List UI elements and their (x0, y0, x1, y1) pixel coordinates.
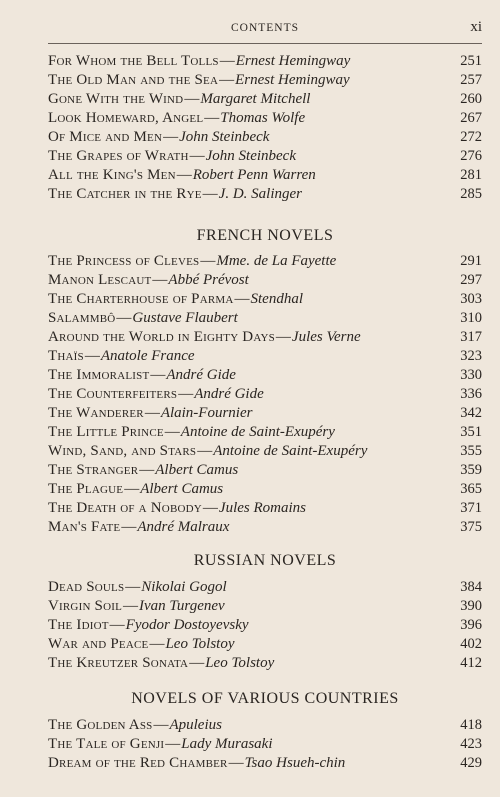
section-heading-various: NOVELS OF VARIOUS COUNTRIES (131, 690, 399, 707)
entry-page-number: 323 (460, 348, 482, 364)
toc-entry (48, 309, 482, 328)
entry-title: Dream of the Red Chamber (48, 755, 228, 771)
entry-title: Man's Fate (48, 519, 121, 535)
entry-text (48, 754, 345, 773)
entry-author: Leo Tolstoy (165, 636, 235, 652)
entry-dash: — (84, 348, 100, 364)
entry-dash: — (234, 291, 250, 307)
entry-title: The Old Man and the Sea (48, 72, 219, 88)
entry-title: Of Mice and Men (48, 129, 163, 145)
toc-entry (48, 404, 482, 423)
toc-entry (48, 271, 482, 290)
entry-author: Albert Camus (155, 462, 239, 478)
entry-dash: — (109, 617, 125, 633)
page-header (48, 19, 482, 40)
entry-text (48, 109, 305, 128)
entry-page-number: 429 (460, 755, 482, 771)
entry-page-number: 355 (460, 443, 482, 459)
entry-dash: — (202, 500, 218, 516)
toc-entry (48, 71, 482, 90)
entry-title: Gone With the Wind (48, 91, 184, 107)
toc-entry (48, 128, 482, 147)
entry-dash: — (116, 310, 132, 326)
toc-entry (48, 147, 482, 166)
running-title: CONTENTS (230, 22, 300, 34)
entry-title: The Catcher in the Rye (48, 186, 202, 202)
entry-page-number: 257 (460, 72, 482, 88)
entry-dash: — (149, 636, 165, 652)
entry-dash: — (202, 186, 218, 202)
entry-author: Alain-Fournier (160, 405, 253, 421)
toc-entry (48, 754, 482, 773)
entry-author: Apuleius (169, 717, 222, 733)
entry-dash: — (150, 367, 166, 383)
entry-author: Antoine de Saint-Exupéry (180, 424, 335, 440)
entry-title: The Wanderer (48, 405, 144, 421)
entry-page-number: 375 (460, 519, 482, 535)
entry-title: The Little Prince (48, 424, 164, 440)
entry-author: André Gide (166, 367, 236, 383)
entry-page-number: 359 (460, 462, 482, 478)
entry-text (48, 654, 274, 673)
entry-text (48, 290, 303, 309)
entry-dash: — (153, 717, 169, 733)
entry-page-number: 365 (460, 481, 482, 497)
toc-entry (48, 347, 482, 366)
french-novels-list (48, 252, 482, 537)
entry-page-number: 297 (460, 272, 482, 288)
entry-title: Salammbô (48, 310, 116, 326)
entry-title: The Kreutzer Sonata (48, 655, 189, 671)
page-number: xi (470, 19, 482, 35)
entry-author: Ivan Turgenev (139, 598, 225, 614)
entry-page-number: 336 (460, 386, 482, 402)
entry-author: Stendhal (250, 291, 303, 307)
entry-title: Thaïs (48, 348, 84, 364)
toc-entry (48, 52, 482, 71)
entry-title: Virgin Soil (48, 598, 123, 614)
toc-entry (48, 716, 482, 735)
entry-page-number: 251 (460, 53, 482, 69)
entry-author: Tsao Hsueh-chin (244, 755, 346, 771)
entry-dash: — (189, 655, 205, 671)
entry-author: Antoine de Saint-Exupéry (213, 443, 368, 459)
entry-text (48, 71, 350, 90)
toc-entry (48, 385, 482, 404)
entry-title: The Idiot (48, 617, 109, 633)
entry-dash: — (197, 443, 213, 459)
entry-page-number: 390 (460, 598, 482, 614)
entry-text (48, 461, 238, 480)
entry-title: Wind, Sand, and Stars (48, 443, 197, 459)
toc-entry (48, 480, 482, 499)
entry-dash: — (124, 481, 140, 497)
toc-entry (48, 635, 482, 654)
toc-entry (48, 252, 482, 271)
entry-page-number: 272 (460, 129, 482, 145)
entry-author: Albert Camus (140, 481, 224, 497)
entry-page-number: 285 (460, 186, 482, 202)
entry-text (48, 578, 227, 597)
entry-title: The Charterhouse of Parma (48, 291, 234, 307)
toc-entry (48, 185, 482, 204)
entry-author: John Steinbeck (205, 148, 296, 164)
entry-author: Lady Murasaki (181, 736, 273, 752)
toc-entry (48, 518, 482, 537)
entry-dash: — (275, 329, 291, 345)
toc-entry (48, 109, 482, 128)
entry-page-number: 402 (460, 636, 482, 652)
entry-page-number: 291 (460, 253, 482, 269)
entry-dash: — (219, 72, 235, 88)
toc-entry (48, 423, 482, 442)
entry-author: Mme. de La Fayette (216, 253, 337, 269)
entry-title: The Counterfeiters (48, 386, 178, 402)
entry-dash: — (121, 519, 137, 535)
entry-page-number: 396 (460, 617, 482, 633)
entry-text (48, 52, 350, 71)
entry-title: War and Peace (48, 636, 149, 652)
entry-title: The Immoralist (48, 367, 150, 383)
section-heading-russian: RUSSIAN NOVELS (193, 552, 337, 569)
entry-text (48, 166, 316, 185)
toc-entry (48, 366, 482, 385)
various-novels-list (48, 716, 482, 773)
entry-author: André Gide (194, 386, 264, 402)
entry-author: André Malraux (137, 519, 230, 535)
entry-author: Ernest Hemingway (235, 72, 350, 88)
entry-text (48, 271, 249, 290)
entry-title: Manon Lescaut (48, 272, 152, 288)
entry-page-number: 371 (460, 500, 482, 516)
entry-dash: — (184, 91, 200, 107)
toc-entry (48, 597, 482, 616)
entry-author: Robert Penn Warren (192, 167, 316, 183)
entry-author: Thomas Wolfe (220, 110, 306, 126)
entry-text (48, 716, 222, 735)
toc-entry (48, 654, 482, 673)
entry-author: Ernest Hemingway (235, 53, 351, 69)
entry-text (48, 404, 252, 423)
toc-entry (48, 616, 482, 635)
entry-text (48, 597, 225, 616)
toc-entry (48, 166, 482, 185)
entry-page-number: 303 (460, 291, 482, 307)
entry-page-number: 418 (460, 717, 482, 733)
entry-text (48, 347, 195, 366)
entry-author: John Steinbeck (179, 129, 270, 145)
entry-page-number: 281 (460, 167, 482, 183)
entry-title: Look Homeward, Angel (48, 110, 204, 126)
entry-title: Around the World in Eighty Days (48, 329, 275, 345)
american-novels-list (48, 52, 482, 204)
entry-text (48, 423, 335, 442)
entry-dash: — (228, 755, 244, 771)
entry-dash: — (200, 253, 216, 269)
entry-author: Margaret Mitchell (200, 91, 311, 107)
entry-page-number: 384 (460, 579, 482, 595)
entry-text (48, 635, 234, 654)
entry-title: The Princess of Cleves (48, 253, 200, 269)
toc-entry (48, 442, 482, 461)
entry-page-number: 351 (460, 424, 482, 440)
entry-title: The Plague (48, 481, 124, 497)
header-rule (48, 43, 482, 44)
entry-page-number: 276 (460, 148, 482, 164)
entry-title: The Grapes of Wrath (48, 148, 189, 164)
entry-dash: — (176, 167, 192, 183)
entry-dash: — (125, 579, 141, 595)
entry-text (48, 328, 361, 347)
entry-author: Fyodor Dostoyevsky (125, 617, 249, 633)
entry-author: Abbé Prévost (168, 272, 249, 288)
entry-text (48, 442, 367, 461)
toc-entry (48, 328, 482, 347)
toc-entry (48, 499, 482, 518)
toc-entry (48, 461, 482, 480)
entry-dash: — (123, 598, 139, 614)
entry-dash: — (204, 110, 220, 126)
entry-author: Jules Verne (291, 329, 361, 345)
entry-text (48, 90, 310, 109)
entry-text (48, 185, 302, 204)
russian-novels-list (48, 578, 482, 673)
entry-text (48, 147, 296, 166)
toc-entry (48, 735, 482, 754)
entry-text (48, 735, 273, 754)
entry-author: Nikolai Gogol (141, 579, 227, 595)
entry-dash: — (152, 272, 168, 288)
entry-author: Jules Romains (218, 500, 306, 516)
entry-text (48, 499, 306, 518)
entry-title: Dead Souls (48, 579, 125, 595)
entry-dash: — (165, 736, 181, 752)
entry-title: All the King's Men (48, 167, 176, 183)
entry-text (48, 252, 336, 271)
entry-author: J. D. Salinger (218, 186, 302, 202)
entry-dash: — (189, 148, 205, 164)
entry-page-number: 317 (460, 329, 482, 345)
entry-page-number: 423 (460, 736, 482, 752)
entry-page-number: 330 (460, 367, 482, 383)
entry-dash: — (164, 424, 180, 440)
section-heading-french: FRENCH NOVELS (196, 227, 334, 244)
toc-entry (48, 578, 482, 597)
entry-page-number: 310 (460, 310, 482, 326)
entry-dash: — (178, 386, 194, 402)
entry-author: Anatole France (100, 348, 195, 364)
entry-text (48, 616, 249, 635)
entry-text (48, 518, 229, 537)
entry-text (48, 385, 264, 404)
entry-page-number: 267 (460, 110, 482, 126)
toc-entry (48, 90, 482, 109)
entry-author: Gustave Flaubert (132, 310, 238, 326)
entry-dash: — (144, 405, 160, 421)
entry-dash: — (163, 129, 179, 145)
entry-text (48, 309, 238, 328)
entry-page-number: 412 (460, 655, 482, 671)
entry-page-number: 342 (460, 405, 482, 421)
entry-text (48, 480, 223, 499)
entry-title: For Whom the Bell Tolls (48, 53, 219, 69)
entry-dash: — (139, 462, 155, 478)
entry-author: Leo Tolstoy (205, 655, 275, 671)
entry-title: The Tale of Genji (48, 736, 165, 752)
entry-text (48, 366, 236, 385)
entry-title: The Stranger (48, 462, 139, 478)
entry-title: The Death of a Nobody (48, 500, 202, 516)
toc-entry (48, 290, 482, 309)
entry-dash: — (219, 53, 235, 69)
entry-page-number: 260 (460, 91, 482, 107)
entry-title: The Golden Ass (48, 717, 153, 733)
entry-text (48, 128, 269, 147)
